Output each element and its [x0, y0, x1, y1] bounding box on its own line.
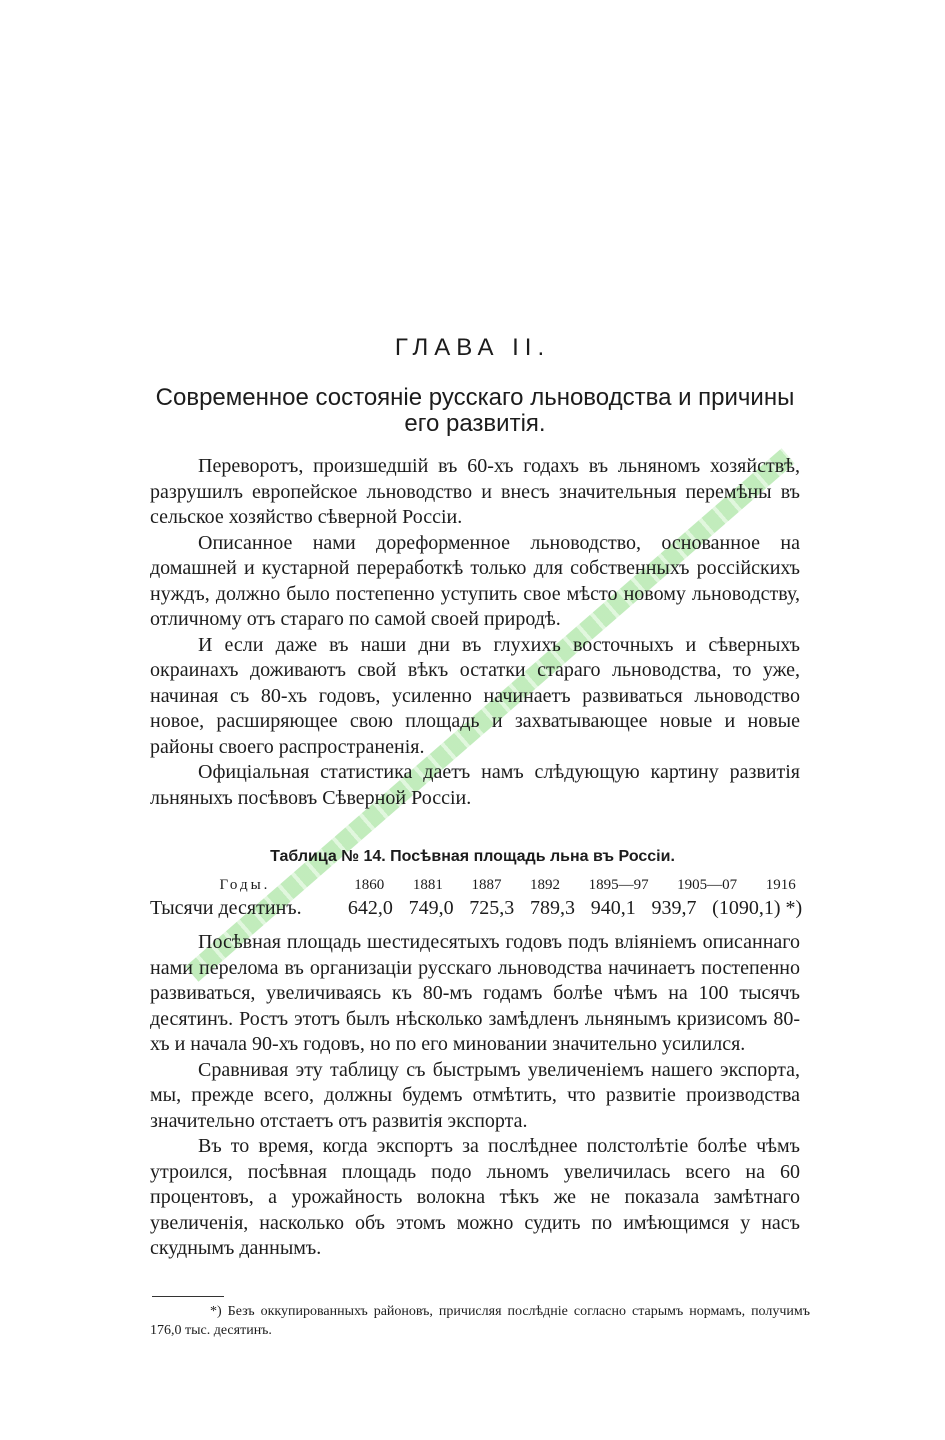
value-cell: 725,3	[469, 897, 515, 919]
value-cell: 940,1	[590, 897, 636, 919]
footnote-divider	[152, 1296, 224, 1297]
year-cell: 1887	[471, 877, 502, 893]
footnote-text: *) Безъ оккупированныхъ районовъ, причисляя послѣдніе согласно старымъ нормамъ, получимъ 176,0 тыс. десятинъ.	[150, 1304, 810, 1338]
data-table	[150, 874, 810, 920]
paragraph: Офиціальная статистика даетъ намъ слѣдующую картину развитія льняныхъ посѣвовъ Сѣверной Россіи.	[150, 761, 800, 809]
table-row-years	[150, 874, 810, 896]
year-cell: 1895—97	[588, 877, 649, 893]
years-label: Годы.	[219, 877, 271, 893]
year-cell: 1916	[765, 877, 796, 893]
value-cell: 789,3	[530, 897, 576, 919]
table-row-values	[150, 896, 810, 920]
table-caption: Таблица № 14. Посѣвная площадь льна въ Россіи.	[270, 848, 675, 865]
values-label: Тысячи десятинъ.	[150, 897, 302, 919]
paragraph: Въ то время, когда экспортъ за послѣднее полстолѣтіе болѣе чѣмъ утроился, посѣвная площадь подо льномъ увеличилась всего на 60 процентовъ, а урожайность волокна тѣкъ же не показала замѣтнаго увеличенія, насколько объ этомъ можно судить по имѣющимся у насъ скуднымъ даннымъ.	[150, 1135, 800, 1259]
body-block-2	[150, 930, 800, 1262]
value-cell: 749,0	[408, 897, 454, 919]
year-cell: 1892	[530, 877, 561, 893]
paragraph: И если даже въ наши дни въ глухихъ восточныхъ и сѣверныхъ окраинахъ доживаютъ свой вѣкъ остатки стараго льноводства, то уже, начиная съ 80-хъ годовъ, усиленно начинаетъ развиваться льноводство новое, расширяющее свою площадь и захватывающее новые и новые районы своего распространенія.	[150, 633, 800, 758]
paragraph: Описанное нами дореформенное льноводство, основанное на домашней и кустарной переработкѣ только для собственныхъ россійскихъ нуждъ, должно было постепенно уступить свое мѣсто новому льноводству, отличному отъ стараго по самой своей природѣ.	[150, 531, 800, 630]
paragraph: Посѣвная площадь шестидесятыхъ годовъ подъ вліяніемъ описаннаго нами перелома въ организаціи русскаго льноводства начинаетъ постепенно развиваться, увеличиваясь къ 80-мъ годамъ болѣе чѣмъ на 100 тысячъ десятинъ. Ростъ этотъ былъ нѣсколько замѣдленъ льнянымъ кризисомъ 80-хъ и начала 90-хъ годовъ, но по его миновании значительно усилился.	[150, 931, 800, 1055]
footnote	[150, 1302, 810, 1340]
paragraph: Сравнивая эту таблицу съ быстрымъ увеличеніемъ нашего экспорта, мы, прежде всего, должны будемъ отмѣтить, что развитіе производства значительно отстаетъ отъ развитія экспорта.	[150, 1058, 800, 1132]
chapter-heading: ГЛАВА II.	[394, 334, 551, 361]
year-cell: 1860	[354, 877, 385, 893]
body-block-1	[150, 454, 800, 811]
value-cell: (1090,1) *)	[712, 897, 803, 919]
chapter-title: Современное состояніе русскаго льноводства и причины его развитія.	[155, 384, 795, 437]
year-cell: 1881	[412, 877, 443, 893]
value-cell: 642,0	[347, 897, 393, 919]
paragraph: Переворотъ, произшедшій въ 60-хъ годахъ въ льняномъ хозяйствѣ, разрушилъ европейское льноводство и внесъ значительныя перемѣны въ сельское хозяйство сѣверной Россіи.	[150, 455, 800, 528]
year-cell: 1905—07	[677, 877, 738, 893]
value-cell: 939,7	[651, 897, 697, 919]
